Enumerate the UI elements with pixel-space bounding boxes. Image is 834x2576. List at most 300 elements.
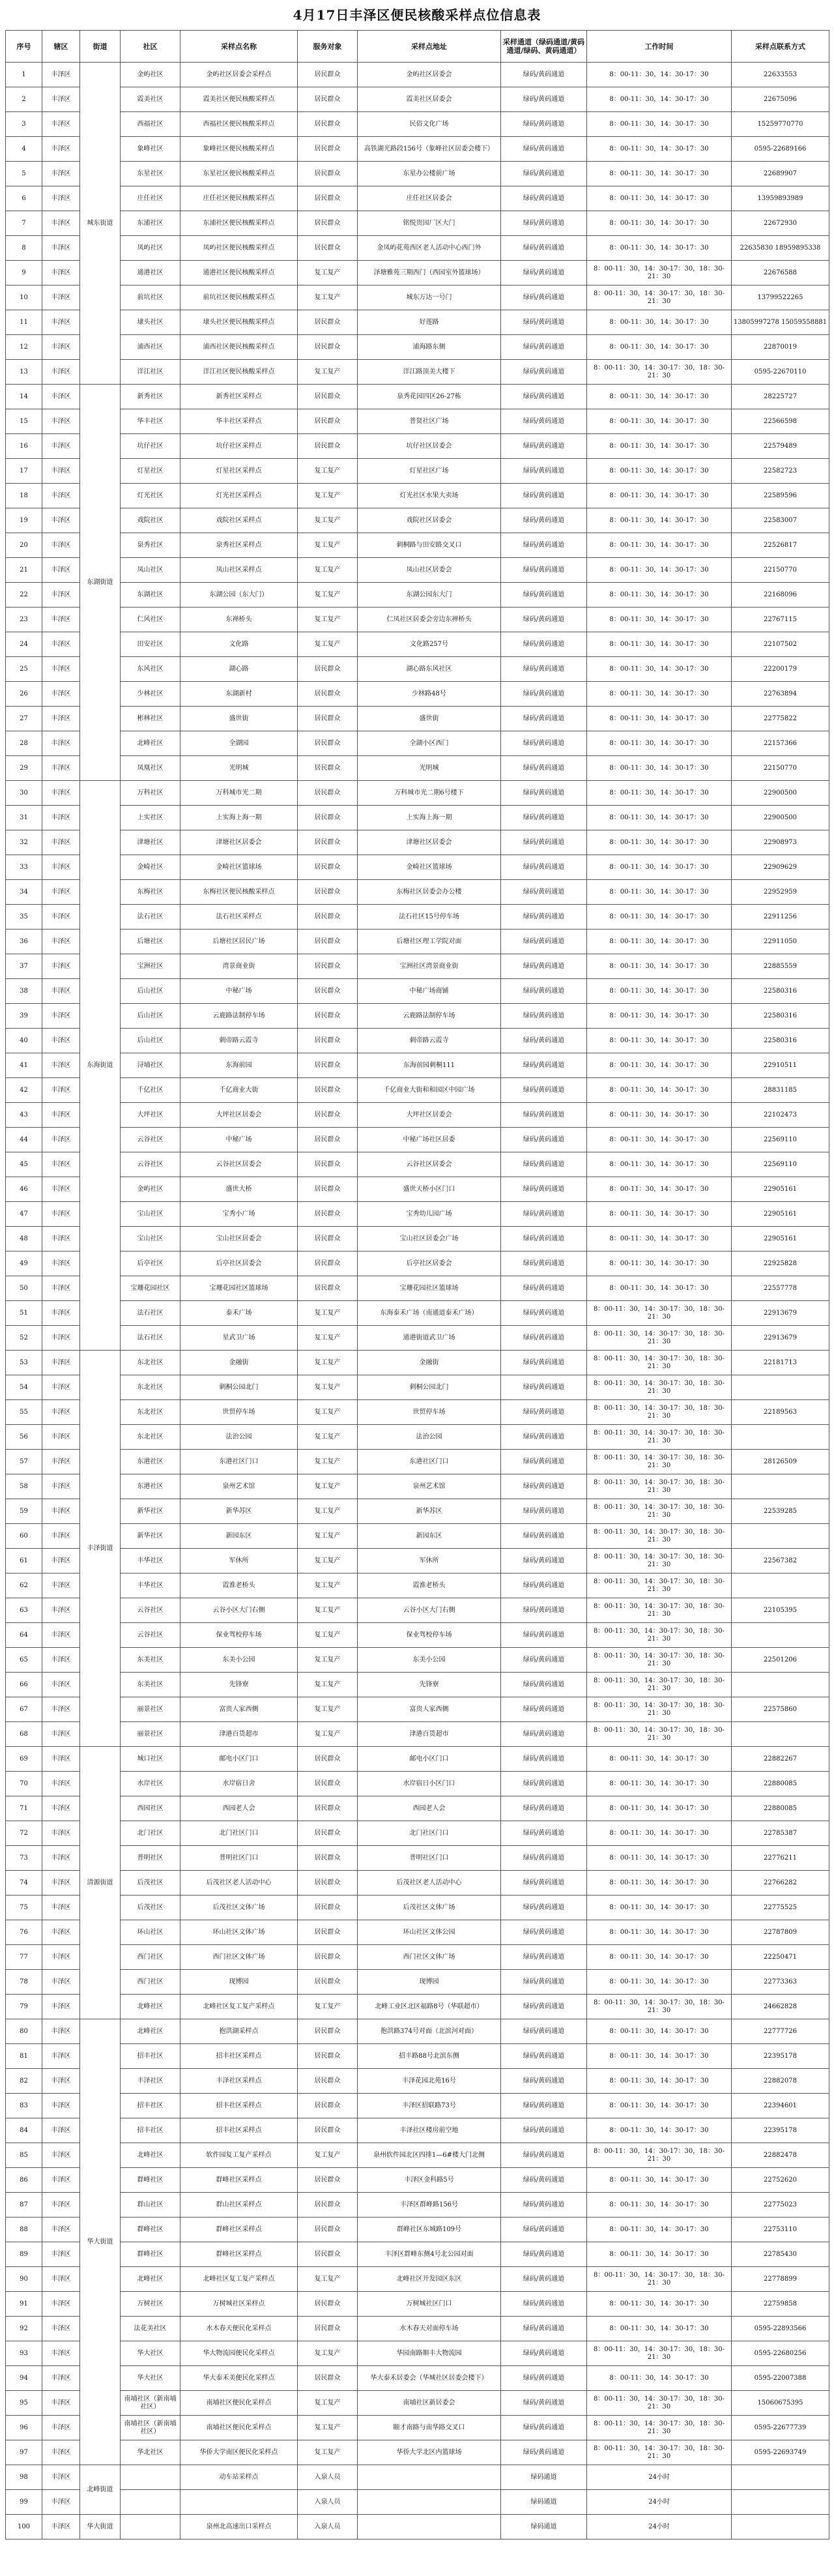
row-site-name: 新园东区 bbox=[180, 1524, 298, 1549]
row-hours: 8：00-11：30，14：30-17：30 bbox=[587, 1970, 732, 1995]
row-street: 丰泽街道 bbox=[80, 1351, 121, 1747]
row-service-target: 复工复产 bbox=[298, 1623, 358, 1648]
row-channel: 绿码/黄码通道 bbox=[501, 137, 587, 162]
row-hours: 8：00-11：30，14：30-17：30 bbox=[587, 682, 732, 707]
row-address: 仁凤社区居委会旁边东禅桥头 bbox=[358, 607, 501, 632]
row-address: 南埔社区新居委会 bbox=[358, 2391, 501, 2416]
row-contact bbox=[732, 1524, 829, 1549]
row-contact: 22913679 bbox=[732, 1301, 829, 1326]
table-row bbox=[6, 211, 829, 236]
row-service-target: 居民群众 bbox=[298, 1152, 358, 1177]
row-district: 丰泽区 bbox=[42, 2366, 80, 2391]
row-site-name: 上实海上海一期 bbox=[180, 806, 298, 830]
row-contact: 22566598 bbox=[732, 409, 829, 434]
table-row bbox=[6, 1474, 829, 1499]
row-address: 洋江路顶美大楼下 bbox=[358, 360, 501, 385]
row-address: 新华苏区 bbox=[358, 1499, 501, 1524]
row-community: 灯星社区 bbox=[121, 459, 180, 484]
row-contact: 0595-22693749 bbox=[732, 2440, 829, 2465]
row-community: 南埔社区（新南埔社区） bbox=[121, 2416, 180, 2440]
row-hours: 8：00-11：30，14：30-17：30 bbox=[587, 632, 732, 657]
row-community: 群峰社区 bbox=[121, 2242, 180, 2267]
row-community: 凤凰社区 bbox=[121, 756, 180, 781]
table-row bbox=[6, 2242, 829, 2267]
row-service-target: 居民群众 bbox=[298, 830, 358, 855]
row-service-target: 复工复产 bbox=[298, 607, 358, 632]
row-channel: 绿码/黄码通道 bbox=[501, 459, 587, 484]
row-index: 98 bbox=[6, 2465, 42, 2490]
row-contact: 28126509 bbox=[732, 1450, 829, 1474]
row-service-target: 复工复产 bbox=[298, 1425, 358, 1450]
header-address: 采样点地址 bbox=[358, 31, 501, 63]
row-district: 丰泽区 bbox=[42, 756, 80, 781]
row-service-target: 居民群众 bbox=[298, 1945, 358, 1970]
row-contact: 22102473 bbox=[732, 1103, 829, 1128]
row-service-target: 居民群众 bbox=[298, 2292, 358, 2317]
row-index: 77 bbox=[6, 1945, 42, 1970]
row-index: 91 bbox=[6, 2292, 42, 2317]
row-district: 丰泽区 bbox=[42, 1251, 80, 1276]
row-index: 67 bbox=[6, 1697, 42, 1722]
row-district: 丰泽区 bbox=[42, 2515, 80, 2539]
row-service-target: 居民群众 bbox=[298, 1053, 358, 1078]
row-district: 丰泽区 bbox=[42, 1499, 80, 1524]
row-service-target: 居民群众 bbox=[298, 385, 358, 409]
row-channel: 绿码/黄码通道 bbox=[501, 1598, 587, 1623]
row-site-name: 西门社区文体广场 bbox=[180, 1945, 298, 1970]
row-district: 丰泽区 bbox=[42, 1549, 80, 1573]
row-address: 邮电小区门口 bbox=[358, 1747, 501, 1772]
row-contact: 22395178 bbox=[732, 2044, 829, 2069]
row-site-name: 大坪社区居委会 bbox=[180, 1103, 298, 1128]
row-community: 北峰社区 bbox=[121, 2019, 180, 2044]
row-channel: 绿码/黄码通道 bbox=[501, 830, 587, 855]
row-index: 18 bbox=[6, 484, 42, 508]
row-address: 千亿商业大街和和园区中园广场 bbox=[358, 1078, 501, 1103]
row-hours: 8：00-11：30，14：30-17：30，18：30-21：30 bbox=[587, 1549, 732, 1573]
row-contact: 22911256 bbox=[732, 905, 829, 929]
row-address: 金融街 bbox=[358, 1351, 501, 1375]
row-community: 北峰社区 bbox=[121, 1995, 180, 2019]
row-community: 宝珊花园社区 bbox=[121, 1276, 180, 1301]
row-address: 文化路257号 bbox=[358, 632, 501, 657]
row-hours: 8：00-11：30，14：30-17：30 bbox=[587, 1202, 732, 1227]
row-site-name: 泉州北高速出口采样点 bbox=[180, 2515, 298, 2539]
row-channel: 绿码/黄码通道 bbox=[501, 2217, 587, 2242]
row-hours: 8：00-11：30，14：30-17：30，18：30-21：30 bbox=[587, 2341, 732, 2366]
row-service-target: 复工复产 bbox=[298, 1400, 358, 1425]
row-index: 88 bbox=[6, 2217, 42, 2242]
row-service-target: 居民群众 bbox=[298, 1128, 358, 1152]
row-index: 6 bbox=[6, 186, 42, 211]
row-index: 50 bbox=[6, 1276, 42, 1301]
row-contact: 22885559 bbox=[732, 954, 829, 979]
row-service-target: 复工复产 bbox=[298, 1474, 358, 1499]
row-hours: 8：00-11：30，14：30-17：30，18：30-21：30 bbox=[587, 1648, 732, 1673]
row-address: 津塘社区居委会 bbox=[358, 830, 501, 855]
row-contact: 24662828 bbox=[732, 1995, 829, 2019]
row-site-name: 富贵人家西侧 bbox=[180, 1697, 298, 1722]
row-address: 法治公园 bbox=[358, 1425, 501, 1450]
row-channel: 绿码/黄码通道 bbox=[501, 2292, 587, 2317]
row-community: 西门社区 bbox=[121, 1970, 180, 1995]
row-community: 东星社区 bbox=[121, 162, 180, 186]
table-row bbox=[6, 484, 829, 508]
row-site-name: 文化路 bbox=[180, 632, 298, 657]
row-channel: 绿码/黄码通道 bbox=[501, 707, 587, 731]
row-service-target: 居民群众 bbox=[298, 707, 358, 731]
row-address: 泽塘雅苑三期西门（西园室外篮球场） bbox=[358, 261, 501, 285]
table-row bbox=[6, 1152, 829, 1177]
row-hours: 8：00-11：30，14：30-17：30，18：30-21：30 bbox=[587, 261, 732, 285]
row-index: 92 bbox=[6, 2317, 42, 2341]
table-row bbox=[6, 657, 829, 682]
row-community: 东美社区 bbox=[121, 1673, 180, 1697]
row-channel: 绿码/黄码通道 bbox=[501, 2391, 587, 2416]
row-site-name: 后亭社区居委会 bbox=[180, 1251, 298, 1276]
row-district: 丰泽区 bbox=[42, 1524, 80, 1549]
row-channel: 绿码/黄码通道 bbox=[501, 360, 587, 385]
row-channel: 绿码/黄码通道 bbox=[501, 2143, 587, 2168]
row-address: 万科城市光二期6号楼下 bbox=[358, 781, 501, 806]
row-community: 凤屿社区 bbox=[121, 236, 180, 261]
row-district: 丰泽区 bbox=[42, 236, 80, 261]
row-hours: 8：00-11：30，14：30-17：30，18：30-21：30 bbox=[587, 2267, 732, 2292]
row-address: 高铁湖光路段156号（象峰社区居委会楼下） bbox=[358, 137, 501, 162]
row-site-name: 刺帝路云霞寺 bbox=[180, 1029, 298, 1053]
row-index: 48 bbox=[6, 1227, 42, 1251]
row-contact: 22689907 bbox=[732, 162, 829, 186]
row-district: 丰泽区 bbox=[42, 731, 80, 756]
row-index: 30 bbox=[6, 781, 42, 806]
row-address: 环山社区文体公园 bbox=[358, 1920, 501, 1945]
row-address: 上实海上海一期 bbox=[358, 806, 501, 830]
row-district: 丰泽区 bbox=[42, 484, 80, 508]
row-hours: 8：00-11：30，14：30-17：30，18：30-21：30 bbox=[587, 1697, 732, 1722]
row-address: 军休所 bbox=[358, 1549, 501, 1573]
row-address: 泉州软件园北区四排1—6#楼大门北侧 bbox=[358, 2143, 501, 2168]
row-address: 云谷社区居委会 bbox=[358, 1152, 501, 1177]
row-hours: 8：00-11：30，14：30-17：30 bbox=[587, 2094, 732, 2118]
row-contact: 22675096 bbox=[732, 87, 829, 112]
header-district: 辖区 bbox=[42, 31, 80, 63]
row-contact: 22633553 bbox=[732, 63, 829, 87]
row-index: 44 bbox=[6, 1128, 42, 1152]
row-address: 大坪社区居委会 bbox=[358, 1103, 501, 1128]
row-hours: 8：00-11：30，14：30-17：30 bbox=[587, 162, 732, 186]
row-community: 华北社区 bbox=[121, 2440, 180, 2465]
row-contact bbox=[732, 2515, 829, 2539]
row-hours: 8：00-11：30，14：30-17：30 bbox=[587, 434, 732, 459]
table-row bbox=[6, 2465, 829, 2490]
row-channel: 绿码/黄码通道 bbox=[501, 1945, 587, 1970]
table-row bbox=[6, 434, 829, 459]
row-site-name bbox=[180, 2490, 298, 2515]
row-community: 后茂社区 bbox=[121, 1895, 180, 1920]
row-index: 16 bbox=[6, 434, 42, 459]
row-district: 丰泽区 bbox=[42, 1450, 80, 1474]
row-service-target: 居民群众 bbox=[298, 2168, 358, 2193]
row-community: 法石社区 bbox=[121, 1301, 180, 1326]
row-hours: 8：00-11：30，14：30-17：30，18：30-21：30 bbox=[587, 1474, 732, 1499]
row-community: 东北社区 bbox=[121, 1375, 180, 1400]
row-hours: 24小时 bbox=[587, 2465, 732, 2490]
row-site-name: 庄任社区便民核酸采样点 bbox=[180, 186, 298, 211]
row-channel: 绿码/黄码通道 bbox=[501, 1796, 587, 1821]
table-row bbox=[6, 508, 829, 533]
row-community: 彬林社区 bbox=[121, 707, 180, 731]
row-index: 100 bbox=[6, 2515, 42, 2539]
row-community: 北峰社区 bbox=[121, 2267, 180, 2292]
row-site-name: 东湖公园（东大门） bbox=[180, 583, 298, 607]
row-hours: 8：00-11：30，14：30-17：30 bbox=[587, 2019, 732, 2044]
row-service-target: 居民群众 bbox=[298, 806, 358, 830]
row-contact: 22776211 bbox=[732, 1846, 829, 1871]
row-site-name: 群峰社区采样点 bbox=[180, 2217, 298, 2242]
table-row bbox=[6, 1945, 829, 1970]
row-channel: 绿码/黄码通道 bbox=[501, 2069, 587, 2094]
table-row bbox=[6, 186, 829, 211]
row-channel: 绿码/黄码通道 bbox=[501, 1549, 587, 1573]
row-hours: 8：00-11：30，14：30-17：30 bbox=[587, 1821, 732, 1846]
row-contact: 22181713 bbox=[732, 1351, 829, 1375]
row-contact bbox=[732, 1722, 829, 1747]
row-community: 宝洲社区 bbox=[121, 954, 180, 979]
row-community: 象峰社区 bbox=[121, 137, 180, 162]
row-community: 南埔社区（新南埔社区） bbox=[121, 2391, 180, 2416]
row-district: 丰泽区 bbox=[42, 1796, 80, 1821]
row-address: 富贵人家西侧 bbox=[358, 1697, 501, 1722]
row-contact: 22880085 bbox=[732, 1772, 829, 1796]
row-service-target: 复工复产 bbox=[298, 1722, 358, 1747]
row-index: 86 bbox=[6, 2168, 42, 2193]
row-index: 83 bbox=[6, 2094, 42, 2118]
row-district: 丰泽区 bbox=[42, 830, 80, 855]
row-site-name: 法石社区采样点 bbox=[180, 905, 298, 929]
row-hours: 8：00-11：30，14：30-17：30 bbox=[587, 731, 732, 756]
table-row bbox=[6, 2391, 829, 2416]
row-district: 丰泽区 bbox=[42, 2069, 80, 2094]
row-community: 金屿社区 bbox=[121, 63, 180, 87]
table-row bbox=[6, 1697, 829, 1722]
row-hours: 8：00-11：30，14：30-17：30 bbox=[587, 1078, 732, 1103]
table-row bbox=[6, 1004, 829, 1029]
row-service-target: 居民群众 bbox=[298, 929, 358, 954]
table-row bbox=[6, 1920, 829, 1945]
row-index: 71 bbox=[6, 1796, 42, 1821]
row-hours: 8：00-11：30，14：30-17：30 bbox=[587, 781, 732, 806]
row-index: 25 bbox=[6, 657, 42, 682]
row-service-target: 居民群众 bbox=[298, 2217, 358, 2242]
row-contact: 22575860 bbox=[732, 1697, 829, 1722]
row-address: 华侨大学北区内篮球场 bbox=[358, 2440, 501, 2465]
row-channel: 绿码/黄码通道 bbox=[501, 1152, 587, 1177]
row-contact: 22501206 bbox=[732, 1648, 829, 1673]
row-address: 华园南路顺丰大物流园 bbox=[358, 2341, 501, 2366]
row-channel: 绿码/黄码通道 bbox=[501, 1895, 587, 1920]
row-site-name: 津塘社区居委会 bbox=[180, 830, 298, 855]
row-channel: 绿码/黄码通道 bbox=[501, 1103, 587, 1128]
row-address: 后茂社区文体广场 bbox=[358, 1895, 501, 1920]
row-index: 72 bbox=[6, 1821, 42, 1846]
table-row bbox=[6, 632, 829, 657]
row-index: 84 bbox=[6, 2118, 42, 2143]
row-contact: 22105395 bbox=[732, 1598, 829, 1623]
table-row bbox=[6, 781, 829, 806]
row-site-name: 宝山社区居委会 bbox=[180, 1227, 298, 1251]
row-address: 颐才南路与南华路交叉口 bbox=[358, 2416, 501, 2440]
row-address: 中秘广场商铺 bbox=[358, 979, 501, 1004]
row-index: 1 bbox=[6, 63, 42, 87]
row-district: 丰泽区 bbox=[42, 1772, 80, 1796]
row-district: 丰泽区 bbox=[42, 1029, 80, 1053]
row-address: 万树城社区门口 bbox=[358, 2292, 501, 2317]
table-row bbox=[6, 1375, 829, 1400]
table-row bbox=[6, 1871, 829, 1895]
row-channel: 绿码/黄码通道 bbox=[501, 1499, 587, 1524]
row-site-name: 星武卫广场 bbox=[180, 1326, 298, 1351]
row-channel: 绿码/黄码通道 bbox=[501, 607, 587, 632]
row-channel: 绿码/黄码通道 bbox=[501, 1673, 587, 1697]
row-hours: 8：00-11：30，14：30-17：30 bbox=[587, 583, 732, 607]
row-community: 后塘社区 bbox=[121, 929, 180, 954]
row-hours: 8：00-11：30，14：30-17：30 bbox=[587, 2217, 732, 2242]
row-site-name: 湖心路 bbox=[180, 657, 298, 682]
row-contact: 22952959 bbox=[732, 880, 829, 905]
row-district: 丰泽区 bbox=[42, 2217, 80, 2242]
row-district: 丰泽区 bbox=[42, 1425, 80, 1450]
row-contact: 22775822 bbox=[732, 707, 829, 731]
row-community: 东梅社区 bbox=[121, 880, 180, 905]
table-row bbox=[6, 1970, 829, 1995]
row-hours: 8：00-11：30，14：30-17：30 bbox=[587, 2069, 732, 2094]
table-row bbox=[6, 1326, 829, 1351]
row-district: 丰泽区 bbox=[42, 1673, 80, 1697]
row-address: 保业驾校停车场 bbox=[358, 1623, 501, 1648]
row-hours: 8：00-11：30，14：30-17：30 bbox=[587, 533, 732, 558]
row-community: 宝山社区 bbox=[121, 1227, 180, 1251]
row-hours: 8：00-11：30，14：30-17：30 bbox=[587, 756, 732, 781]
row-contact: 22905161 bbox=[732, 1177, 829, 1202]
row-contact bbox=[732, 1375, 829, 1400]
row-site-name: 湾景商业街 bbox=[180, 954, 298, 979]
row-district: 丰泽区 bbox=[42, 1995, 80, 2019]
row-service-target: 复工复产 bbox=[298, 1375, 358, 1400]
table-row bbox=[6, 2168, 829, 2193]
table-row bbox=[6, 2490, 829, 2515]
row-community: 金屿社区 bbox=[121, 1177, 180, 1202]
table-row bbox=[6, 2515, 829, 2539]
row-service-target: 居民群众 bbox=[298, 1747, 358, 1772]
table-row bbox=[6, 1103, 829, 1128]
row-service-target: 居民群众 bbox=[298, 2317, 358, 2341]
row-district: 丰泽区 bbox=[42, 781, 80, 806]
row-channel: 绿码/黄码通道 bbox=[501, 1425, 587, 1450]
row-service-target: 居民群众 bbox=[298, 1846, 358, 1871]
row-hours: 8：00-11：30，14：30-17：30 bbox=[587, 63, 732, 87]
row-address: 丰泽区群峰东侧4号北公园对面 bbox=[358, 2242, 501, 2267]
row-contact: 22526817 bbox=[732, 533, 829, 558]
row-service-target: 居民群众 bbox=[298, 979, 358, 1004]
row-community: 华丰社区 bbox=[121, 409, 180, 434]
row-address: 宝洲社区湾景商业街 bbox=[358, 954, 501, 979]
table-row bbox=[6, 558, 829, 583]
table-row bbox=[6, 2416, 829, 2440]
row-address: 云谷小区大门右侧 bbox=[358, 1598, 501, 1623]
row-community: 丽景社区 bbox=[121, 1697, 180, 1722]
row-address: 通港街道武卫广场 bbox=[358, 1326, 501, 1351]
row-index: 3 bbox=[6, 112, 42, 137]
row-hours: 8：00-11：30，14：30-17：30 bbox=[587, 1796, 732, 1821]
row-hours: 8：00-11：30，14：30-17：30 bbox=[587, 2317, 732, 2341]
row-site-name: 象峰社区便民核酸采样点 bbox=[180, 137, 298, 162]
row-site-name: 华大泰禾美便民化采样点 bbox=[180, 2366, 298, 2391]
row-channel: 绿码/黄码通道 bbox=[501, 979, 587, 1004]
row-district: 丰泽区 bbox=[42, 855, 80, 880]
table-row bbox=[6, 1573, 829, 1598]
row-index: 4 bbox=[6, 137, 42, 162]
row-community: 西门社区 bbox=[121, 1945, 180, 1970]
row-hours: 8：00-11：30，14：30-17：30 bbox=[587, 459, 732, 484]
table-row bbox=[6, 409, 829, 434]
table-row bbox=[6, 1499, 829, 1524]
row-service-target: 复工复产 bbox=[298, 2416, 358, 2440]
row-service-target: 居民群众 bbox=[298, 2094, 358, 2118]
table-row bbox=[6, 1549, 829, 1573]
row-index: 45 bbox=[6, 1152, 42, 1177]
row-service-target: 复工复产 bbox=[298, 285, 358, 310]
row-contact: 22569110 bbox=[732, 1128, 829, 1152]
row-contact: 15259770770 bbox=[732, 112, 829, 137]
row-index: 60 bbox=[6, 1524, 42, 1549]
row-community: 宝山社区 bbox=[121, 1202, 180, 1227]
row-channel: 绿码/黄码通道 bbox=[501, 756, 587, 781]
row-address: 戏院社区居委会 bbox=[358, 508, 501, 533]
row-community: 群峰社区 bbox=[121, 2168, 180, 2193]
row-community: 丰泽社区 bbox=[121, 2069, 180, 2094]
row-district: 丰泽区 bbox=[42, 1920, 80, 1945]
row-contact: 22589596 bbox=[732, 484, 829, 508]
row-index: 78 bbox=[6, 1970, 42, 1995]
row-service-target: 居民群众 bbox=[298, 2242, 358, 2267]
row-address: 水木春天对面停车场 bbox=[358, 2317, 501, 2341]
row-contact: 22539285 bbox=[732, 1499, 829, 1524]
row-index: 20 bbox=[6, 533, 42, 558]
row-channel: 绿码/黄码通道 bbox=[501, 385, 587, 409]
row-contact: 22150770 bbox=[732, 756, 829, 781]
row-contact: 13805997278 15059558881 bbox=[732, 310, 829, 335]
row-district: 丰泽区 bbox=[42, 954, 80, 979]
row-district: 丰泽区 bbox=[42, 162, 80, 186]
row-hours: 8：00-11：30，14：30-17：30 bbox=[587, 1747, 732, 1772]
row-channel: 绿码/黄码通道 bbox=[501, 1697, 587, 1722]
row-address: 普贤社区广场 bbox=[358, 409, 501, 434]
row-service-target: 入泉人员 bbox=[298, 2465, 358, 2490]
row-contact: 22766282 bbox=[732, 1871, 829, 1895]
row-site-name: 浦西社区便民核酸采样点 bbox=[180, 335, 298, 360]
row-contact: 22775023 bbox=[732, 2193, 829, 2217]
row-community: 庄任社区 bbox=[121, 186, 180, 211]
row-site-name: 云谷小区大门右侧 bbox=[180, 1598, 298, 1623]
row-contact: 22672930 bbox=[732, 211, 829, 236]
row-channel: 绿码/黄码通道 bbox=[501, 682, 587, 707]
row-channel: 绿码/黄码通道 bbox=[501, 1351, 587, 1375]
row-contact: 22880085 bbox=[732, 1796, 829, 1821]
row-hours: 8：00-11：30，14：30-17：30，18：30-21：30 bbox=[587, 1400, 732, 1425]
row-district: 丰泽区 bbox=[42, 2416, 80, 2440]
row-hours: 8：00-11：30，14：30-17：30 bbox=[587, 2118, 732, 2143]
row-site-name: 北门社区门口 bbox=[180, 1821, 298, 1846]
